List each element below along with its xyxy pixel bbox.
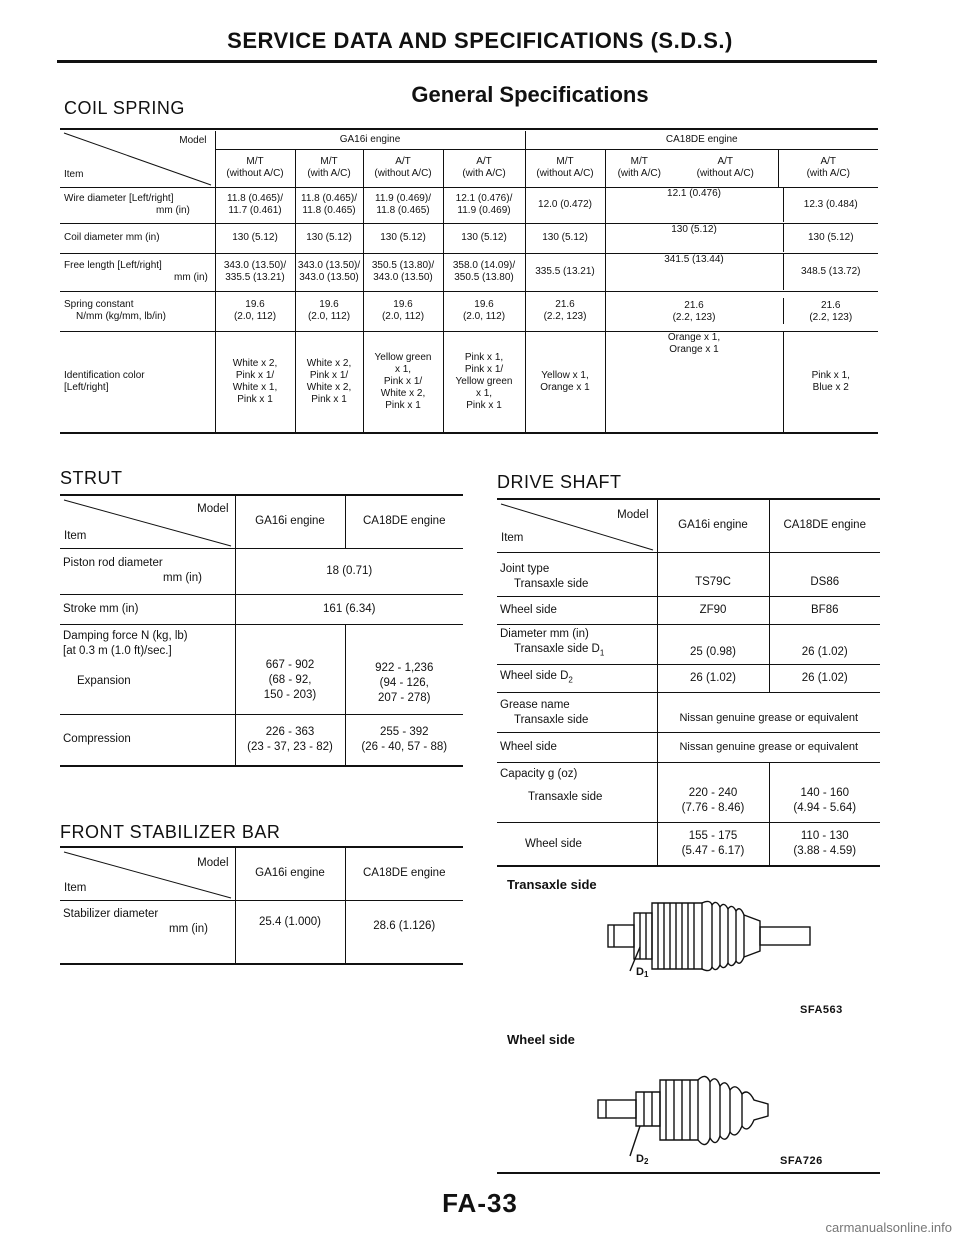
figures-bottom-rule — [497, 1172, 880, 1174]
cell-group — [605, 223, 878, 253]
ca18de-engine-header: CA18DE engine — [345, 848, 463, 900]
table-row — [497, 596, 880, 624]
cell: 130 (5.12) — [295, 223, 363, 253]
d2-label: D2 — [636, 1153, 649, 1166]
cell: 226 - 363 (23 - 37, 23 - 82) — [235, 714, 345, 766]
figure-code-sfa563: SFA563 — [800, 1004, 843, 1016]
cell: 19.6 (2.0, 112) — [215, 291, 295, 331]
table-row — [60, 900, 463, 964]
strut-header-corner — [60, 496, 235, 548]
ga16i-engine-header: GA16i engine — [235, 496, 345, 548]
cell: 11.9 (0.469)/ 11.8 (0.465) — [363, 187, 443, 223]
item-label: Item — [64, 529, 87, 542]
ga16i-engine-header: GA16i engine — [235, 848, 345, 900]
ca18de-engine-header: CA18DE engine — [525, 131, 878, 149]
row-label: Compression — [63, 733, 131, 746]
cell: 358.0 (14.09)/ 350.5 (13.80) — [443, 253, 525, 291]
cell: 130 (5.12) — [215, 223, 295, 253]
row-label: Grease name Transaxle side — [497, 692, 657, 732]
row-label: Diameter mm (in) Transaxle side $D_1$ — [497, 624, 657, 664]
row-label: Wheel side $D_2$ — [497, 664, 657, 692]
row-label: Capacity g (oz) Transaxle side — [497, 762, 657, 822]
table-row — [60, 223, 878, 253]
model-label: Model — [617, 509, 649, 521]
cell: 161 (6.34) — [235, 594, 463, 624]
row-label: Joint type Transaxle side — [497, 552, 657, 596]
cell-group — [605, 291, 878, 331]
cell: Pink x 1, Blue x 2 — [783, 332, 879, 432]
cell: 130 (5.12) — [671, 224, 717, 235]
cell-group — [605, 187, 878, 223]
table-row — [60, 594, 463, 624]
item-label: Item — [501, 531, 524, 544]
table-row — [60, 253, 878, 291]
row-label: Wire diameter [Left/right] mm (in) — [60, 187, 215, 223]
row-label: Identification color [Left/right] — [64, 369, 145, 393]
col-header: M/T (with A/C) — [605, 149, 673, 187]
cell: 12.1 (0.476) — [667, 188, 721, 199]
watermark: carmanualsonline.info — [825, 1220, 952, 1235]
row-label: Stabilizer diameter mm (in) — [63, 907, 208, 935]
cell: 26 (1.02) — [657, 664, 769, 692]
row-label: Free length [Left/right] mm (in) — [60, 253, 215, 291]
cell: 12.3 (0.484) — [783, 188, 879, 222]
ga16i-engine-header: GA16i engine — [657, 500, 769, 552]
cell: 25 (0.98) — [657, 624, 769, 664]
col-header: A/T (with A/C) — [443, 149, 525, 187]
cell: 130 (5.12) — [363, 223, 443, 253]
cell: 922 - 1,236 (94 - 126, 207 - 278) — [345, 624, 463, 714]
cell: 335.5 (13.21) — [525, 253, 605, 291]
cell: 19.6 (2.0, 112) — [295, 291, 363, 331]
cell: Orange x 1, Orange x 1 — [667, 331, 721, 355]
row-label: Spring constant N/mm (kg/mm, lb/in) — [60, 291, 215, 331]
model-label: Model — [197, 503, 229, 515]
cell: 12.0 (0.472) — [525, 187, 605, 223]
row-label: Stroke mm (in) — [60, 594, 235, 624]
cell: 130 (5.12) — [783, 224, 879, 252]
model-label: Model — [179, 135, 207, 146]
cell: 220 - 240 (7.76 - 8.46) — [657, 762, 769, 822]
transaxle-side-joint-diagram — [600, 895, 830, 977]
strut-table — [60, 496, 463, 767]
cell: 667 - 902 (68 - 92, 150 - 203) — [235, 624, 345, 714]
cell: 348.5 (13.72) — [783, 254, 879, 290]
table-row — [60, 291, 878, 331]
drive-shaft-title: DRIVE SHAFT — [497, 472, 622, 492]
cell: 19.6 (2.0, 112) — [443, 291, 525, 331]
cell: Pink x 1, Pink x 1/ Yellow green x 1, Pink x 1 — [443, 331, 525, 433]
table-row — [60, 331, 878, 433]
cell: White x 2, Pink x 1/ White x 1, Pink x 1 — [215, 331, 295, 433]
stabilizer-header-corner — [60, 848, 235, 900]
cell: 350.5 (13.80)/ 343.0 (13.50) — [363, 253, 443, 291]
coil-table-top-rule — [60, 128, 878, 130]
general-specifications-heading: General Specifications — [411, 82, 649, 107]
page-number: FA-33 — [442, 1188, 518, 1218]
cell: 130 (5.12) — [525, 223, 605, 253]
table-row — [60, 714, 463, 766]
drive-shaft-header-corner — [497, 500, 657, 552]
cell: 25.4 (1.000) — [235, 900, 345, 964]
table-row — [497, 762, 880, 822]
col-header: M/T (without A/C) — [215, 149, 295, 187]
coil-spring-table — [60, 131, 878, 434]
stabilizer-title: FRONT STABILIZER BAR — [60, 822, 281, 842]
col-header: A/T (with A/C) — [778, 149, 878, 187]
cell: 21.6 (2.2, 123) — [672, 300, 716, 323]
page-title: SERVICE DATA AND SPECIFICATIONS (S.D.S.) — [227, 28, 733, 53]
row-label: Wheel side — [497, 732, 657, 762]
table-row — [497, 692, 880, 732]
drive-shaft-table — [497, 500, 880, 867]
row-label: Coil diameter mm (in) — [60, 223, 215, 253]
table-row — [497, 732, 880, 762]
cell: 21.6 (2.2, 123) — [783, 298, 879, 324]
cell: 110 - 130 (3.88 - 4.59) — [769, 822, 880, 866]
cell: 18 (0.71) — [235, 548, 463, 594]
cell: 21.6 (2.2, 123) — [525, 291, 605, 331]
cell: 11.8 (0.465)/ 11.7 (0.461) — [215, 187, 295, 223]
col-header: A/T (without A/C) — [673, 149, 778, 187]
item-label: Item — [64, 881, 87, 894]
table-row — [60, 548, 463, 594]
stabilizer-table — [60, 848, 463, 965]
header-rule — [57, 60, 877, 63]
cell: 26 (1.02) — [769, 664, 880, 692]
cell: 140 - 160 (4.94 - 5.64) — [769, 762, 880, 822]
row-label: Wheel side — [525, 837, 582, 850]
cell: Yellow green x 1, Pink x 1/ White x 2, Pink x 1 — [363, 331, 443, 433]
coil-header-corner — [60, 131, 215, 187]
cell: 130 (5.12) — [443, 223, 525, 253]
coil-spring-title: COIL SPRING — [64, 98, 185, 118]
cell: 155 - 175 (5.47 - 6.17) — [657, 822, 769, 866]
ga16i-engine-header: GA16i engine — [215, 131, 525, 149]
cell: 26 (1.02) — [769, 624, 880, 664]
col-header: A/T (without A/C) — [363, 149, 443, 187]
table-row — [497, 624, 880, 664]
ca18de-engine-header: CA18DE engine — [769, 500, 880, 552]
table-row — [497, 664, 880, 692]
table-row — [60, 624, 463, 714]
wheel-side-joint-diagram — [590, 1070, 820, 1166]
col-header: M/T (without A/C) — [525, 149, 605, 187]
cell: Nissan genuine grease or equivalent — [657, 692, 880, 732]
cell: Nissan genuine grease or equivalent — [657, 732, 880, 762]
table-row — [60, 187, 878, 223]
wheel-side-heading: Wheel side — [507, 1032, 575, 1047]
cell: White x 2, Pink x 1/ White x 2, Pink x 1 — [295, 331, 363, 433]
cell: 343.0 (13.50)/ 335.5 (13.21) — [215, 253, 295, 291]
cell: 341.5 (13.44) — [664, 254, 724, 265]
cell: Yellow x 1, Orange x 1 — [525, 331, 605, 433]
cell: 343.0 (13.50)/ 343.0 (13.50) — [295, 253, 363, 291]
row-label: Damping force N (kg, lb) [at 0.3 m (1.0 ft)/sec.] Expansion — [60, 624, 235, 714]
item-label: Item — [64, 168, 84, 180]
cell: 12.1 (0.476)/ 11.9 (0.469) — [443, 187, 525, 223]
cell: 19.6 (2.0, 112) — [363, 291, 443, 331]
cell: 28.6 (1.126) — [345, 900, 463, 964]
cell: ZF90 — [657, 596, 769, 624]
cell: 11.8 (0.465)/ 11.8 (0.465) — [295, 187, 363, 223]
row-label: Piston rod diameter mm (in) — [60, 548, 235, 594]
model-label: Model — [197, 857, 229, 869]
cell-group — [605, 331, 878, 433]
cell-group — [605, 253, 878, 291]
table-row — [497, 552, 880, 596]
d1-label: D1 — [636, 966, 649, 977]
col-header: M/T (with A/C) — [295, 149, 363, 187]
table-row — [497, 822, 880, 866]
cell: TS79C — [657, 552, 769, 596]
cell: DS86 — [769, 552, 880, 596]
strut-title: STRUT — [60, 468, 123, 488]
cell: BF86 — [769, 596, 880, 624]
row-label: Wheel side — [497, 596, 657, 624]
transaxle-side-heading: Transaxle side — [507, 877, 597, 892]
ca18de-engine-header: CA18DE engine — [345, 496, 463, 548]
figure-code-sfa726: SFA726 — [780, 1155, 823, 1167]
cell: 255 - 392 (26 - 40, 57 - 88) — [345, 714, 463, 766]
